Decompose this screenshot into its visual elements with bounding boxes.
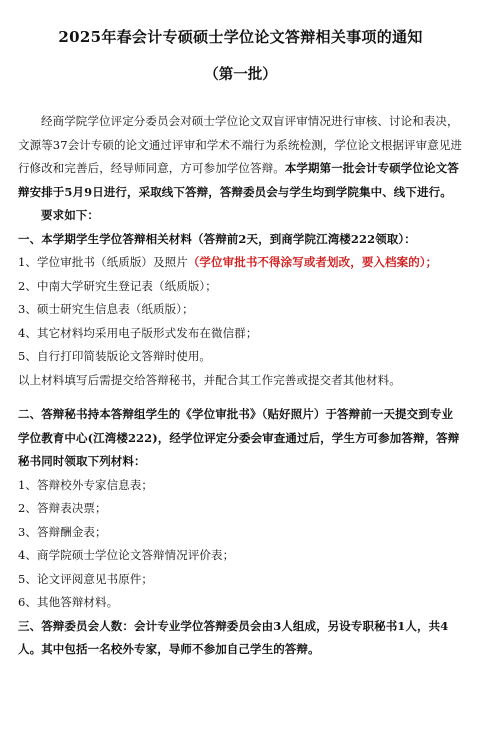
intro-plain-text: 经商学院学位评定分委员会对硕士学位论文双盲评审情况进行审核、讨论和表决，文源等37会计专硕的论文通过评审和学术不端行为系统检测，学位论文根据评审意见进行修改和完善后，经导师同意，方可参加学位答辩。: [18, 114, 463, 175]
section1-heading: 一、本学期学生学位答辩相关材料（答辩前2天，到商学院江湾楼222领取）：: [18, 231, 416, 246]
section1-item-4: 4、其它材料均采用电子版形式发布在微信群；: [18, 325, 258, 340]
section1-footer: 以上材料填写后需提交给答辩秘书，并配合其工作完善或提交者其他材料。: [18, 372, 401, 387]
section2-item-6: 6、其他答辩材料。: [18, 595, 119, 609]
section2-heading: 二、答辩秘书持本答辩组学生的《学位审批书》（贴好照片）于答辩前一天提交到专业学位教育中心(江湾楼222)，经学位评定分委会审查通过后，学生方可参加答辩，答辩秘书同时领取下列材料：: [18, 407, 460, 468]
section1-item-3: 3、硕士研究生信息表（纸质版）；: [18, 302, 194, 316]
section2-item-5: 5、论文评阅意见书原件；: [18, 571, 154, 586]
requirements-heading: 要求如下：: [41, 208, 99, 222]
section1-item-1-text: 1、学位审批书（纸质版）及照片: [18, 255, 188, 269]
section1-item-1: [18, 251, 463, 275]
section-spacer: [18, 392, 463, 403]
document-subtitle: （第一批）: [204, 66, 277, 83]
section2-item-2: 2、答辩表决票；: [18, 501, 107, 515]
section2-item-3: 3、答辩酬金表；: [18, 524, 107, 539]
intro-paragraph: [18, 110, 463, 204]
document-title: 2025年春会计专硕硕士学位论文答辩相关事项的通知: [58, 28, 423, 46]
section1-item-1-warning: （学位审批书不得涂写或者划改，要入档案的）；: [187, 255, 438, 269]
intro-bold-text: 本学期第一批会计专硕学位论文答辩安排于5月9日进行，采取线下答辩，答辩委员会与学生均到学院集中、线下进行。: [18, 161, 459, 199]
section1-item-5: 5、自行打印简装版论文答辩时使用。: [18, 349, 212, 363]
section3-heading: 三、答辩委员会人数：会计专业学位答辩委员会由3人组成，另设专职秘书1人，共4人。其中包括一名校外专家，导师不参加自己学生的答辩。: [18, 618, 449, 656]
section1-item-2: 2、中南大学研究生登记表（纸质版）；: [18, 278, 217, 293]
section2-item-1: 1、答辩校外专家信息表；: [18, 477, 154, 492]
section2-item-4: 4、商学院硕士学位论文答辩情况评价表；: [18, 548, 235, 562]
